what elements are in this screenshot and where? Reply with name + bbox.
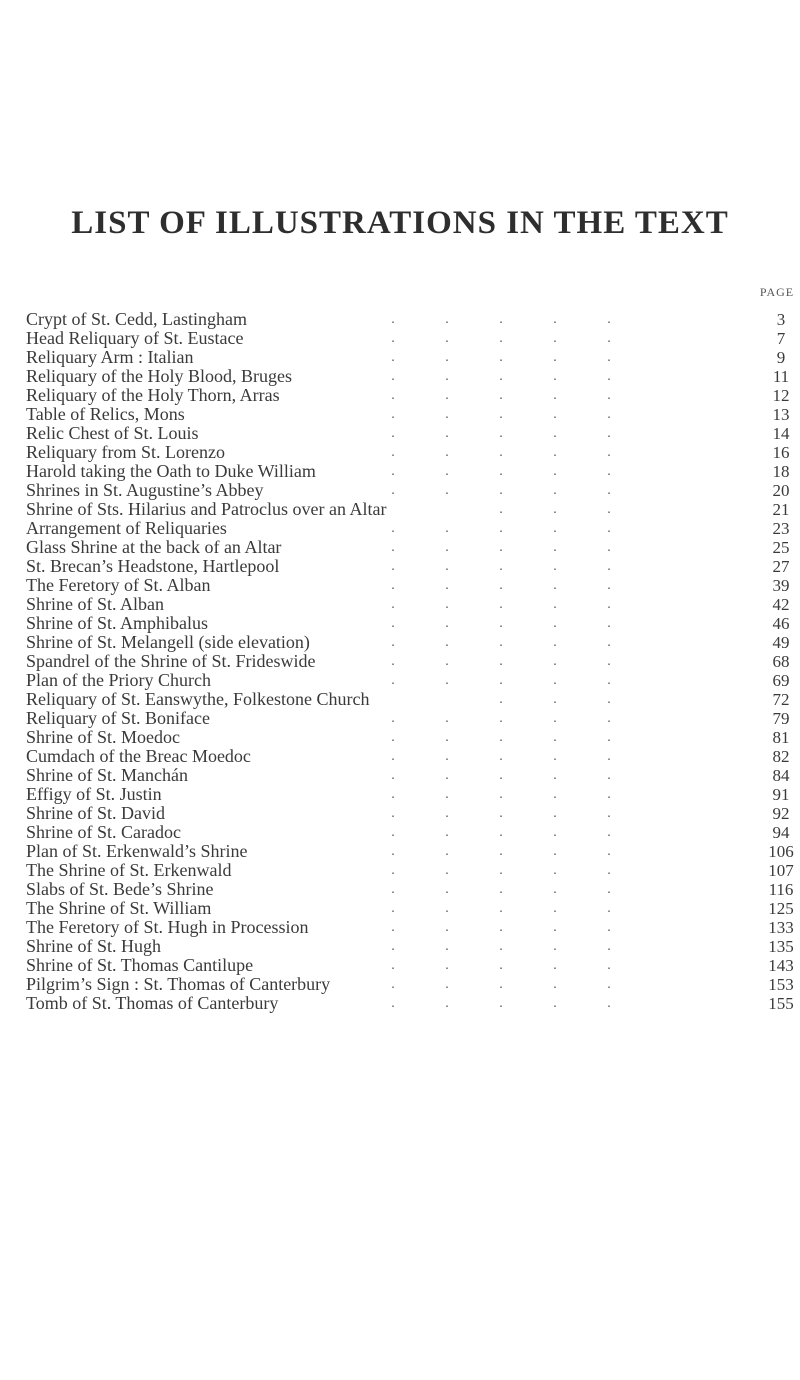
- page-number: 94: [772, 823, 790, 842]
- dot-leaders: . . . . .: [391, 635, 611, 650]
- list-item: [26, 310, 800, 329]
- illustration-title: Shrine of St. Amphibalus: [26, 613, 209, 633]
- dot-leaders: . . . . .: [391, 426, 611, 441]
- list-item: [26, 918, 800, 937]
- dot-leaders: . . . . .: [391, 464, 611, 479]
- illustration-title: Glass Shrine at the back of an Altar: [26, 537, 282, 557]
- dot-leaders: . . . . .: [391, 388, 611, 403]
- list-item: [26, 823, 800, 842]
- illustration-title: Shrine of St. Thomas Cantilupe: [26, 955, 254, 975]
- page-number: 25: [772, 538, 790, 557]
- list-item: [26, 804, 800, 823]
- page-number: 125: [768, 899, 794, 918]
- illustration-title: Shrine of St. Moedoc: [26, 727, 180, 747]
- illustration-title: The Shrine of St. William: [26, 898, 212, 918]
- list-item: [26, 386, 800, 405]
- list-item: [26, 424, 800, 443]
- list-item: [26, 329, 800, 348]
- dot-leaders: . . . . .: [391, 540, 611, 555]
- list-item: [26, 481, 800, 500]
- page-number: 106: [768, 842, 794, 861]
- dot-leaders: . . . . .: [391, 920, 611, 935]
- illustration-title: Relic Chest of St. Louis: [26, 423, 199, 443]
- illustration-title: Shrine of St. Alban: [26, 594, 164, 614]
- dot-leaders: . . . . .: [391, 559, 611, 574]
- list-item: [26, 576, 800, 595]
- illustration-title: Shrine of St. Hugh: [26, 936, 161, 956]
- illustration-title: Slabs of St. Bede’s Shrine: [26, 879, 214, 899]
- list-item: [26, 861, 800, 880]
- illustration-title: Crypt of St. Cedd, Lastingham: [26, 309, 247, 329]
- illustration-title: Reliquary from St. Lorenzo: [26, 442, 225, 462]
- page-number: 13: [772, 405, 790, 424]
- illustrations-list: [26, 310, 800, 1013]
- illustration-title: Reliquary of the Holy Thorn, Arras: [26, 385, 280, 405]
- page-number: 133: [768, 918, 794, 937]
- page-number: 7: [776, 329, 786, 348]
- dot-leaders: . . . . .: [391, 521, 611, 536]
- list-item: [26, 671, 800, 690]
- dot-leaders: . . . . .: [391, 369, 611, 384]
- dot-leaders: . . . . .: [391, 939, 611, 954]
- dot-leaders: . . .: [499, 692, 611, 707]
- page-number: 9: [776, 348, 786, 367]
- illustration-title: Plan of the Priory Church: [26, 670, 211, 690]
- page-number: 18: [772, 462, 790, 481]
- dot-leaders: . . . . .: [391, 768, 611, 783]
- page-number: 116: [768, 880, 794, 899]
- dot-leaders: . . . . .: [391, 711, 611, 726]
- dot-leaders: . . . . .: [391, 977, 611, 992]
- list-item: [26, 633, 800, 652]
- page-number: 21: [772, 500, 790, 519]
- list-item: [26, 690, 800, 709]
- illustration-title: Reliquary of St. Eanswythe, Folkestone Church: [26, 689, 370, 709]
- dot-leaders: . . . . .: [391, 597, 611, 612]
- illustration-title: The Feretory of St. Hugh in Procession: [26, 917, 309, 937]
- list-item: [26, 728, 800, 747]
- dot-leaders: . . . . .: [391, 844, 611, 859]
- list-item: [26, 747, 800, 766]
- dot-leaders: . . . . .: [391, 901, 611, 916]
- page-number: 20: [772, 481, 790, 500]
- dot-leaders: . . . . .: [391, 350, 611, 365]
- dot-leaders: . . . . .: [391, 996, 611, 1011]
- illustration-title: Harold taking the Oath to Duke William: [26, 461, 316, 481]
- dot-leaders: . . . . .: [391, 749, 611, 764]
- list-item: [26, 595, 800, 614]
- illustration-title: Plan of St. Erkenwald’s Shrine: [26, 841, 248, 861]
- page-column-header: PAGE: [759, 285, 795, 299]
- dot-leaders: . . . . .: [391, 331, 611, 346]
- dot-leaders: . . . . .: [391, 312, 611, 327]
- illustration-title: Shrines in St. Augustine’s Abbey: [26, 480, 264, 500]
- illustration-title: Shrine of Sts. Hilarius and Patroclus over an Altar: [26, 499, 387, 519]
- page-number: 12: [772, 386, 790, 405]
- list-item: [26, 994, 800, 1013]
- illustration-title: Reliquary of the Holy Blood, Bruges: [26, 366, 292, 386]
- illustration-title: St. Brecan’s Headstone, Hartlepool: [26, 556, 280, 576]
- page-number: 153: [768, 975, 794, 994]
- dot-leaders: . . . . .: [391, 825, 611, 840]
- list-item: [26, 652, 800, 671]
- illustration-title: Pilgrim’s Sign : St. Thomas of Canterbury: [26, 974, 331, 994]
- list-item: [26, 842, 800, 861]
- illustration-title: Shrine of St. Manchán: [26, 765, 188, 785]
- page-number: 84: [772, 766, 790, 785]
- illustration-title: Shrine of St. Caradoc: [26, 822, 181, 842]
- dot-leaders: . . . . .: [391, 483, 611, 498]
- list-item: [26, 462, 800, 481]
- illustration-title: Head Reliquary of St. Eustace: [26, 328, 244, 348]
- list-item: [26, 709, 800, 728]
- dot-leaders: . . . . .: [391, 654, 611, 669]
- page-number: 3: [776, 310, 786, 329]
- list-item: [26, 899, 800, 918]
- dot-leaders: . . . . .: [391, 863, 611, 878]
- illustration-title: The Shrine of St. Erkenwald: [26, 860, 232, 880]
- list-item: [26, 348, 800, 367]
- page-number: 39: [772, 576, 790, 595]
- page-title: LIST OF ILLUSTRATIONS IN THE TEXT: [71, 205, 729, 242]
- dot-leaders: . . . . .: [391, 407, 611, 422]
- illustration-title: The Feretory of St. Alban: [26, 575, 211, 595]
- list-item: [26, 614, 800, 633]
- list-item: [26, 538, 800, 557]
- dot-leaders: . . .: [499, 502, 611, 517]
- list-item: [26, 500, 800, 519]
- list-item: [26, 367, 800, 386]
- page-number: 82: [772, 747, 790, 766]
- page-number: 42: [772, 595, 790, 614]
- list-item: [26, 519, 800, 538]
- illustration-title: Reliquary of St. Boniface: [26, 708, 210, 728]
- list-item: [26, 785, 800, 804]
- list-item: [26, 956, 800, 975]
- illustration-title: Cumdach of the Breac Moedoc: [26, 746, 251, 766]
- dot-leaders: . . . . .: [391, 578, 611, 593]
- illustration-title: Shrine of St. David: [26, 803, 165, 823]
- list-item: [26, 975, 800, 994]
- page-number: 68: [772, 652, 790, 671]
- page-number: 46: [772, 614, 790, 633]
- illustration-title: Shrine of St. Melangell (side elevation): [26, 632, 310, 652]
- page-number: 155: [768, 994, 794, 1013]
- illustration-title: Effigy of St. Justin: [26, 784, 162, 804]
- list-item: [26, 443, 800, 462]
- list-item: [26, 880, 800, 899]
- page-number: 92: [772, 804, 790, 823]
- page-number: 27: [772, 557, 790, 576]
- page-number: 16: [772, 443, 790, 462]
- page-number: 81: [772, 728, 790, 747]
- page-number: 14: [772, 424, 790, 443]
- page-number: 23: [772, 519, 790, 538]
- page-number: 91: [772, 785, 790, 804]
- illustration-title: Tomb of St. Thomas of Canterbury: [26, 993, 279, 1013]
- illustration-title: Table of Relics, Mons: [26, 404, 185, 424]
- dot-leaders: . . . . .: [391, 730, 611, 745]
- page-number: 79: [772, 709, 790, 728]
- dot-leaders: . . . . .: [391, 787, 611, 802]
- illustration-title: Spandrel of the Shrine of St. Frideswide: [26, 651, 316, 671]
- dot-leaders: . . . . .: [391, 445, 611, 460]
- dot-leaders: . . . . .: [391, 616, 611, 631]
- dot-leaders: . . . . .: [391, 673, 611, 688]
- page-number: 143: [768, 956, 794, 975]
- list-item: [26, 766, 800, 785]
- list-item: [26, 937, 800, 956]
- page-number: 11: [772, 367, 790, 386]
- page-number: 107: [768, 861, 794, 880]
- page-number: 135: [768, 937, 794, 956]
- illustration-title: Arrangement of Reliquaries: [26, 518, 227, 538]
- dot-leaders: . . . . .: [391, 882, 611, 897]
- page-number: 49: [772, 633, 790, 652]
- page-number: 72: [772, 690, 790, 709]
- list-item: [26, 557, 800, 576]
- list-item: [26, 405, 800, 424]
- dot-leaders: . . . . .: [391, 806, 611, 821]
- page-number: 69: [772, 671, 790, 690]
- dot-leaders: . . . . .: [391, 958, 611, 973]
- illustration-title: Reliquary Arm : Italian: [26, 347, 194, 367]
